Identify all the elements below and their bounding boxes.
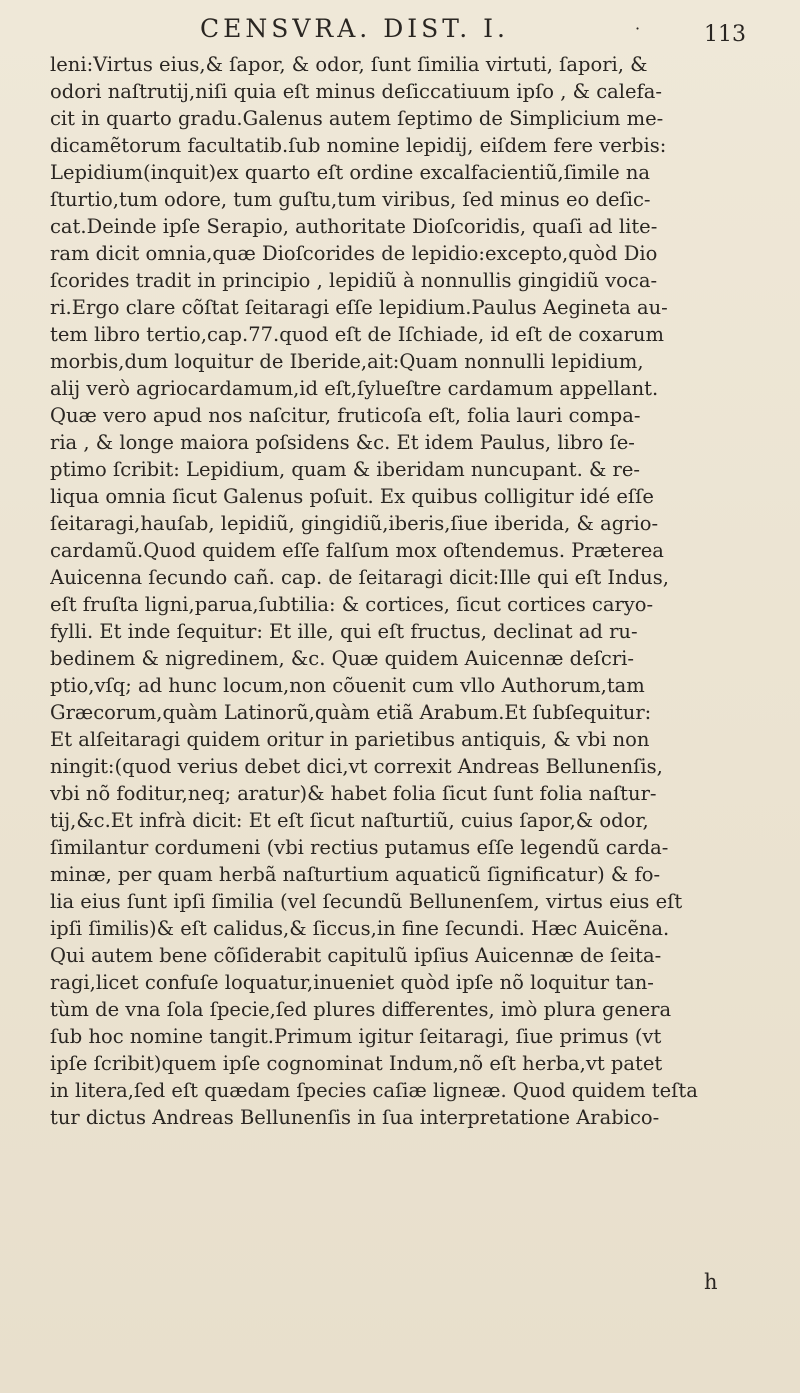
- text-line: ſcorides tradit in principio , lepidiũ à nonnullis gingidiũ voca-: [50, 269, 658, 292]
- text-line: tur dictus Andreas Bellunenſis in ſua interpretatione Arabico-: [50, 1106, 660, 1129]
- text-line: liqua omnia ſicut Galenus poſuit. Ex quibus colligitur idé eſſe: [50, 485, 654, 508]
- text-line: ſeitaragi,hauſab, lepidiũ, gingidiũ,iberis,ſiue iberida, & agrio-: [50, 512, 659, 535]
- text-line: ningit:(quod verius debet dici,vt correxit Andreas Bellunenſis,: [50, 755, 663, 778]
- text-line: ſimilantur cordumeni (vbi rectius putamus eſſe legendũ carda-: [50, 836, 669, 859]
- text-line: leni:Virtus eius,& ſapor, & odor, ſunt ſimilia virtuti, ſapori, &: [50, 53, 648, 76]
- text-line: ram dicit omnia,quæ Dioſcorides de lepidio:excepto,quòd Dio: [50, 242, 658, 265]
- catchword: h: [704, 1270, 718, 1294]
- text-line: · Et alſeitaragi quidem oritur in parietibus antiquis, & vbi non: [50, 726, 785, 753]
- text-line: vbi nõ foditur,neq; aratur)& habet folia ſicut ſunt folia naſtur-: [50, 782, 657, 805]
- running-head: [0, 14, 800, 47]
- text-line: cit in quarto gradu.Galenus autem ſeptimo de Simplicium me-: [50, 107, 664, 130]
- running-head-title: CENSVRA. DIST. I.: [200, 14, 509, 43]
- text-line: ſturtio,tum odore, tum guſtu,tum viribus, ſed minus eo deſic-: [50, 188, 651, 211]
- text-line: Qui autem bene cõſiderabit capitulũ ipſius Auicennæ de ſeita-: [50, 944, 662, 967]
- text-line: tem libro tertio,cap.77.quod eſt de Iſchiade, id eſt de coxarum: [50, 323, 664, 346]
- text-line: cat.Deinde ipſe Serapio, authoritate Dioſcoridis, quaſi ad lite-: [50, 215, 658, 238]
- text-line: ria , & longe maiora poſsidens &c. Et idem Paulus, libro ſe-: [50, 431, 635, 454]
- text-line: bedinem & nigredinem, &c. Quæ quidem Auicennæ deſcri-: [50, 647, 634, 670]
- text-line: Græcorum,quàm Latinorũ,quàm etiã Arabum.Et ſubſequitur:: [50, 701, 652, 724]
- text-line: ſub hoc nomine tangit.Primum igitur ſeitaragi, ſiue primus (vt: [50, 1025, 662, 1048]
- text-line: eſt fruſta ligni,parua,ſubtilia: & cortices, ſicut cortices caryo-: [50, 593, 654, 616]
- text-line: in litera,ſed eſt quædam ſpecies caſiæ ligneæ. Quod quidem teſta: [50, 1079, 698, 1102]
- text-line: ipſe ſcribit)quem ipſe cognominat Indum,nõ eſt herba,vt patet: [50, 1052, 663, 1075]
- text-line: tij,&c.Et infrà dicit: Et eſt ſicut naſturtiũ, cuius ſapor,& odor,: [50, 809, 649, 832]
- text-line: ri.Ergo clare cõſtat ſeitaragi eſſe lepidium.Paulus Aegineta au-: [50, 296, 668, 319]
- body-text: [50, 51, 785, 1131]
- text-line: Quæ vero apud nos naſcitur, fruticoſa eſt, folia lauri compa-: [50, 404, 641, 427]
- page-number: 113: [704, 22, 746, 47]
- running-head-separator: ·: [635, 19, 641, 38]
- text-line: ipſi ſimilis)& eſt calidus,& ſiccus,in fine ſecundi. Hæc Auicẽna.: [50, 917, 670, 940]
- text-line: morbis,dum loquitur de Iberide,ait:Quam nonnulli lepidium,: [50, 350, 644, 373]
- text-line: odori naſtrutij,niſi quia eſt minus deſiccatiuum ipſo , & calefa-: [50, 80, 662, 103]
- text-line: Auicenna ſecundo cañ. cap. de ſeitaragi dicit:Ille qui eſt Indus,: [50, 566, 669, 589]
- text-line: ptimo ſcribit: Lepidium, quam & iberidam nuncupant. & re-: [50, 458, 640, 481]
- text-line: alij verò agriocardamum,id eſt,ſylueſtre cardamum appellant.: [50, 377, 659, 400]
- text-line: ptio,vſq; ad hunc locum,non cõuenit cum vllo Authorum,tam: [50, 674, 645, 697]
- text-line: minæ, per quam herbã naſturtium aquaticũ ſignificatur) & fo-: [50, 863, 661, 886]
- text-line: fylli. Et inde ſequitur: Et ille, qui eſt fructus, declinat ad ru-: [50, 620, 638, 643]
- text-line: ragi,licet confuſe loquatur,inueniet quòd ipſe nõ loquitur tan-: [50, 971, 654, 994]
- text-line: lia eius ſunt ipſi ſimilia (vel ſecundũ Bellunenſem, virtus eius eſt: [50, 890, 683, 913]
- text-line: cardamũ.Quod quidem eſſe falſum mox oſtendemus. Præterea: [50, 539, 664, 562]
- text-line: · tùm de vna ſola ſpecie,ſed plures differentes, imò plura genera: [50, 996, 785, 1023]
- text-line: dicamẽtorum facultatib.ſub nomine lepidij, eiſdem fere verbis:: [50, 134, 667, 157]
- text-line: Lepidium(inquit)ex quarto eſt ordine excalfacientiũ,ſimile na: [50, 161, 651, 184]
